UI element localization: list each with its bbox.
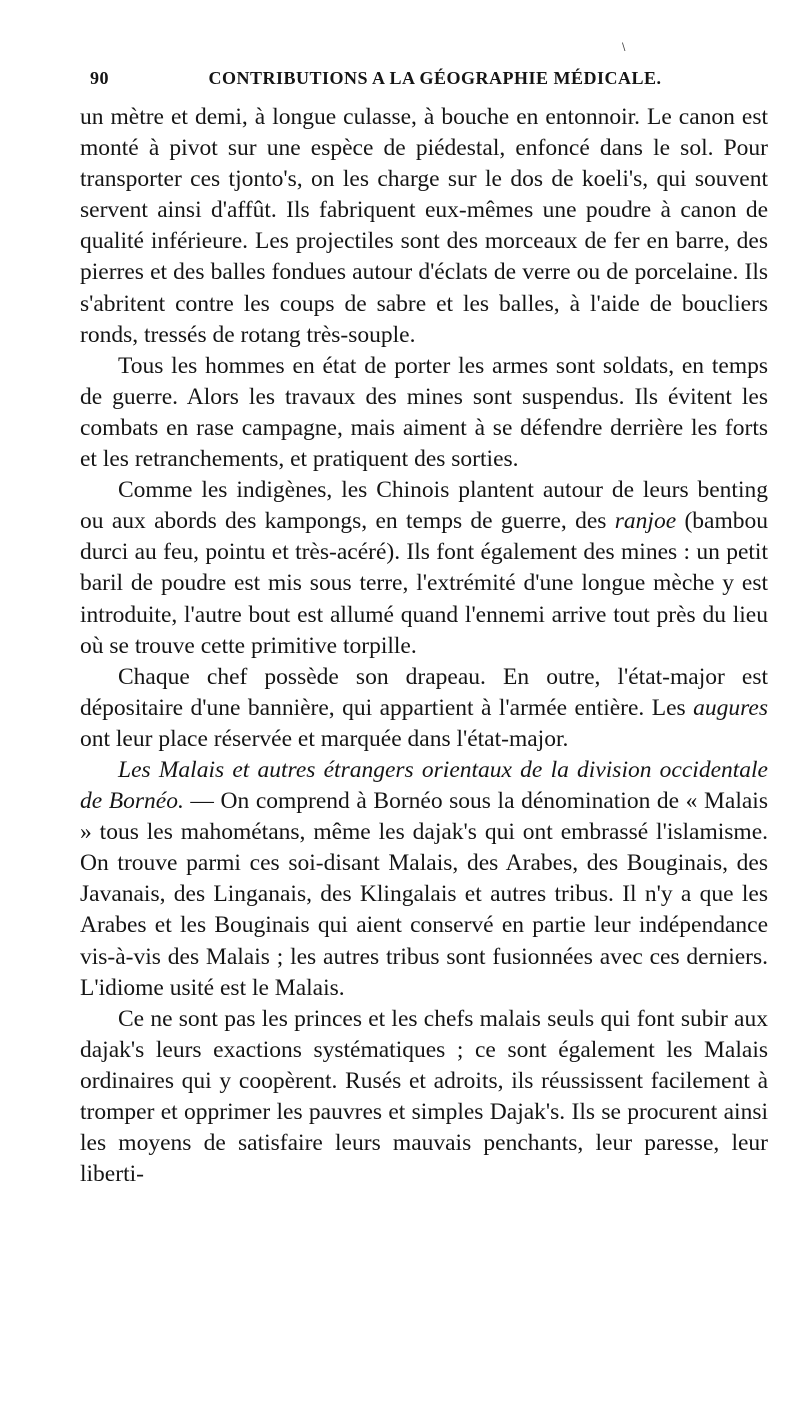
paragraph-flags [80,662,768,755]
section-title: Les Malais et autres étrangers orientaux de la division occidentale de Bornéo. [80,756,768,815]
paragraph-flags-end: ont leur place réservée et marquée dans l'état-major. [80,725,569,752]
term-ranjoe: ranjoe [614,508,677,535]
paragraph-flags-start: Chaque chef possède son drapeau. En outre, l'état-major est dépositaire d'une bannière, qui appartient à l'armée entière. Les [80,663,768,721]
term-augures: augures [693,694,768,721]
paragraph-exactions: Ce ne sont pas les princes et les chefs malais seuls qui font subir aux dajak's leurs exactions systématiques ; ce sont également les Malais ordinaires qui y coopèrent. Rusés et adroits, ils réussissent facilement à tromper et opprimer les pauvres et simples Dajak's. Ils se procurent ainsi les moyens de satisfaire leurs mauvais penchants, leur paresse, leur liberti- [80,1005,768,1188]
paragraph-ranjoe-end: (bambou durci au feu, pointu et très-acéré). Ils font également des mines : un petit baril de poudre est mis sous terre, l'extrémité d'une longue mèche y est introduite, l'autre bout est allumé quand l'ennemi arrive tout près du lieu où se trouve cette primitive torpille. [80,508,768,659]
body-text [80,102,768,1190]
paragraph-ranjoe-start: Comme les indigènes, les Chinois plantent autour de leurs benting ou aux abords des kampongs, en temps de guerre, des [80,477,768,535]
paragraph-malais [80,755,768,1004]
page-number: 90 [90,68,109,88]
running-title: CONTRIBUTIONS A LA GÉOGRAPHIE MÉDICALE. [208,68,662,88]
paragraph-ranjoe [80,475,768,662]
paragraph-malais-text: — On comprend à Bornéo sous la dénomination de « Malais » tous les mahométans, même les dajak's qui ont embrassé l'islamisme. On trouve parmi ces soi-disant Malais, des Arabes, des Bouginais, des Javanais, des Linganais, des Klingalais et autres tribus. Il n'y a que les Arabes et les Bouginais qui aient conservé en partie leur indépendance vis-à-vis des Malais ; les autres tribus sont fusionnées avec ces derniers. L'idiome usité est le Malais. [80,788,768,1001]
corner-mark: \ [622,42,626,53]
page-header [90,68,780,94]
paragraph-soldiers: Tous les hommes en état de porter les armes sont soldats, en temps de guerre. Alors les travaux des mines sont suspendus. Ils évitent les combats en rase campagne, mais aiment à se défendre derrière les forts et les retranchements, et pratiquent des sorties. [80,352,768,473]
paragraph-weapons: un mètre et demi, à longue culasse, à bouche en entonnoir. Le canon est monté à pivot sur une espèce de piédestal, enfoncé dans le sol. Pour transporter ces tjonto's, on les charge sur le dos de koeli's, qui souvent servent ainsi d'affût. Ils fabriquent eux-mêmes une poudre à canon de qualité inférieure. Les projectiles sont des morceaux de fer en barre, des pierres et des balles fondues autour d'éclats de verre ou de porcelaine. Ils s'abritent contre les coups de sabre et les balles, à l'aide de boucliers ronds, tressés de rotang très-souple. [80,104,768,348]
